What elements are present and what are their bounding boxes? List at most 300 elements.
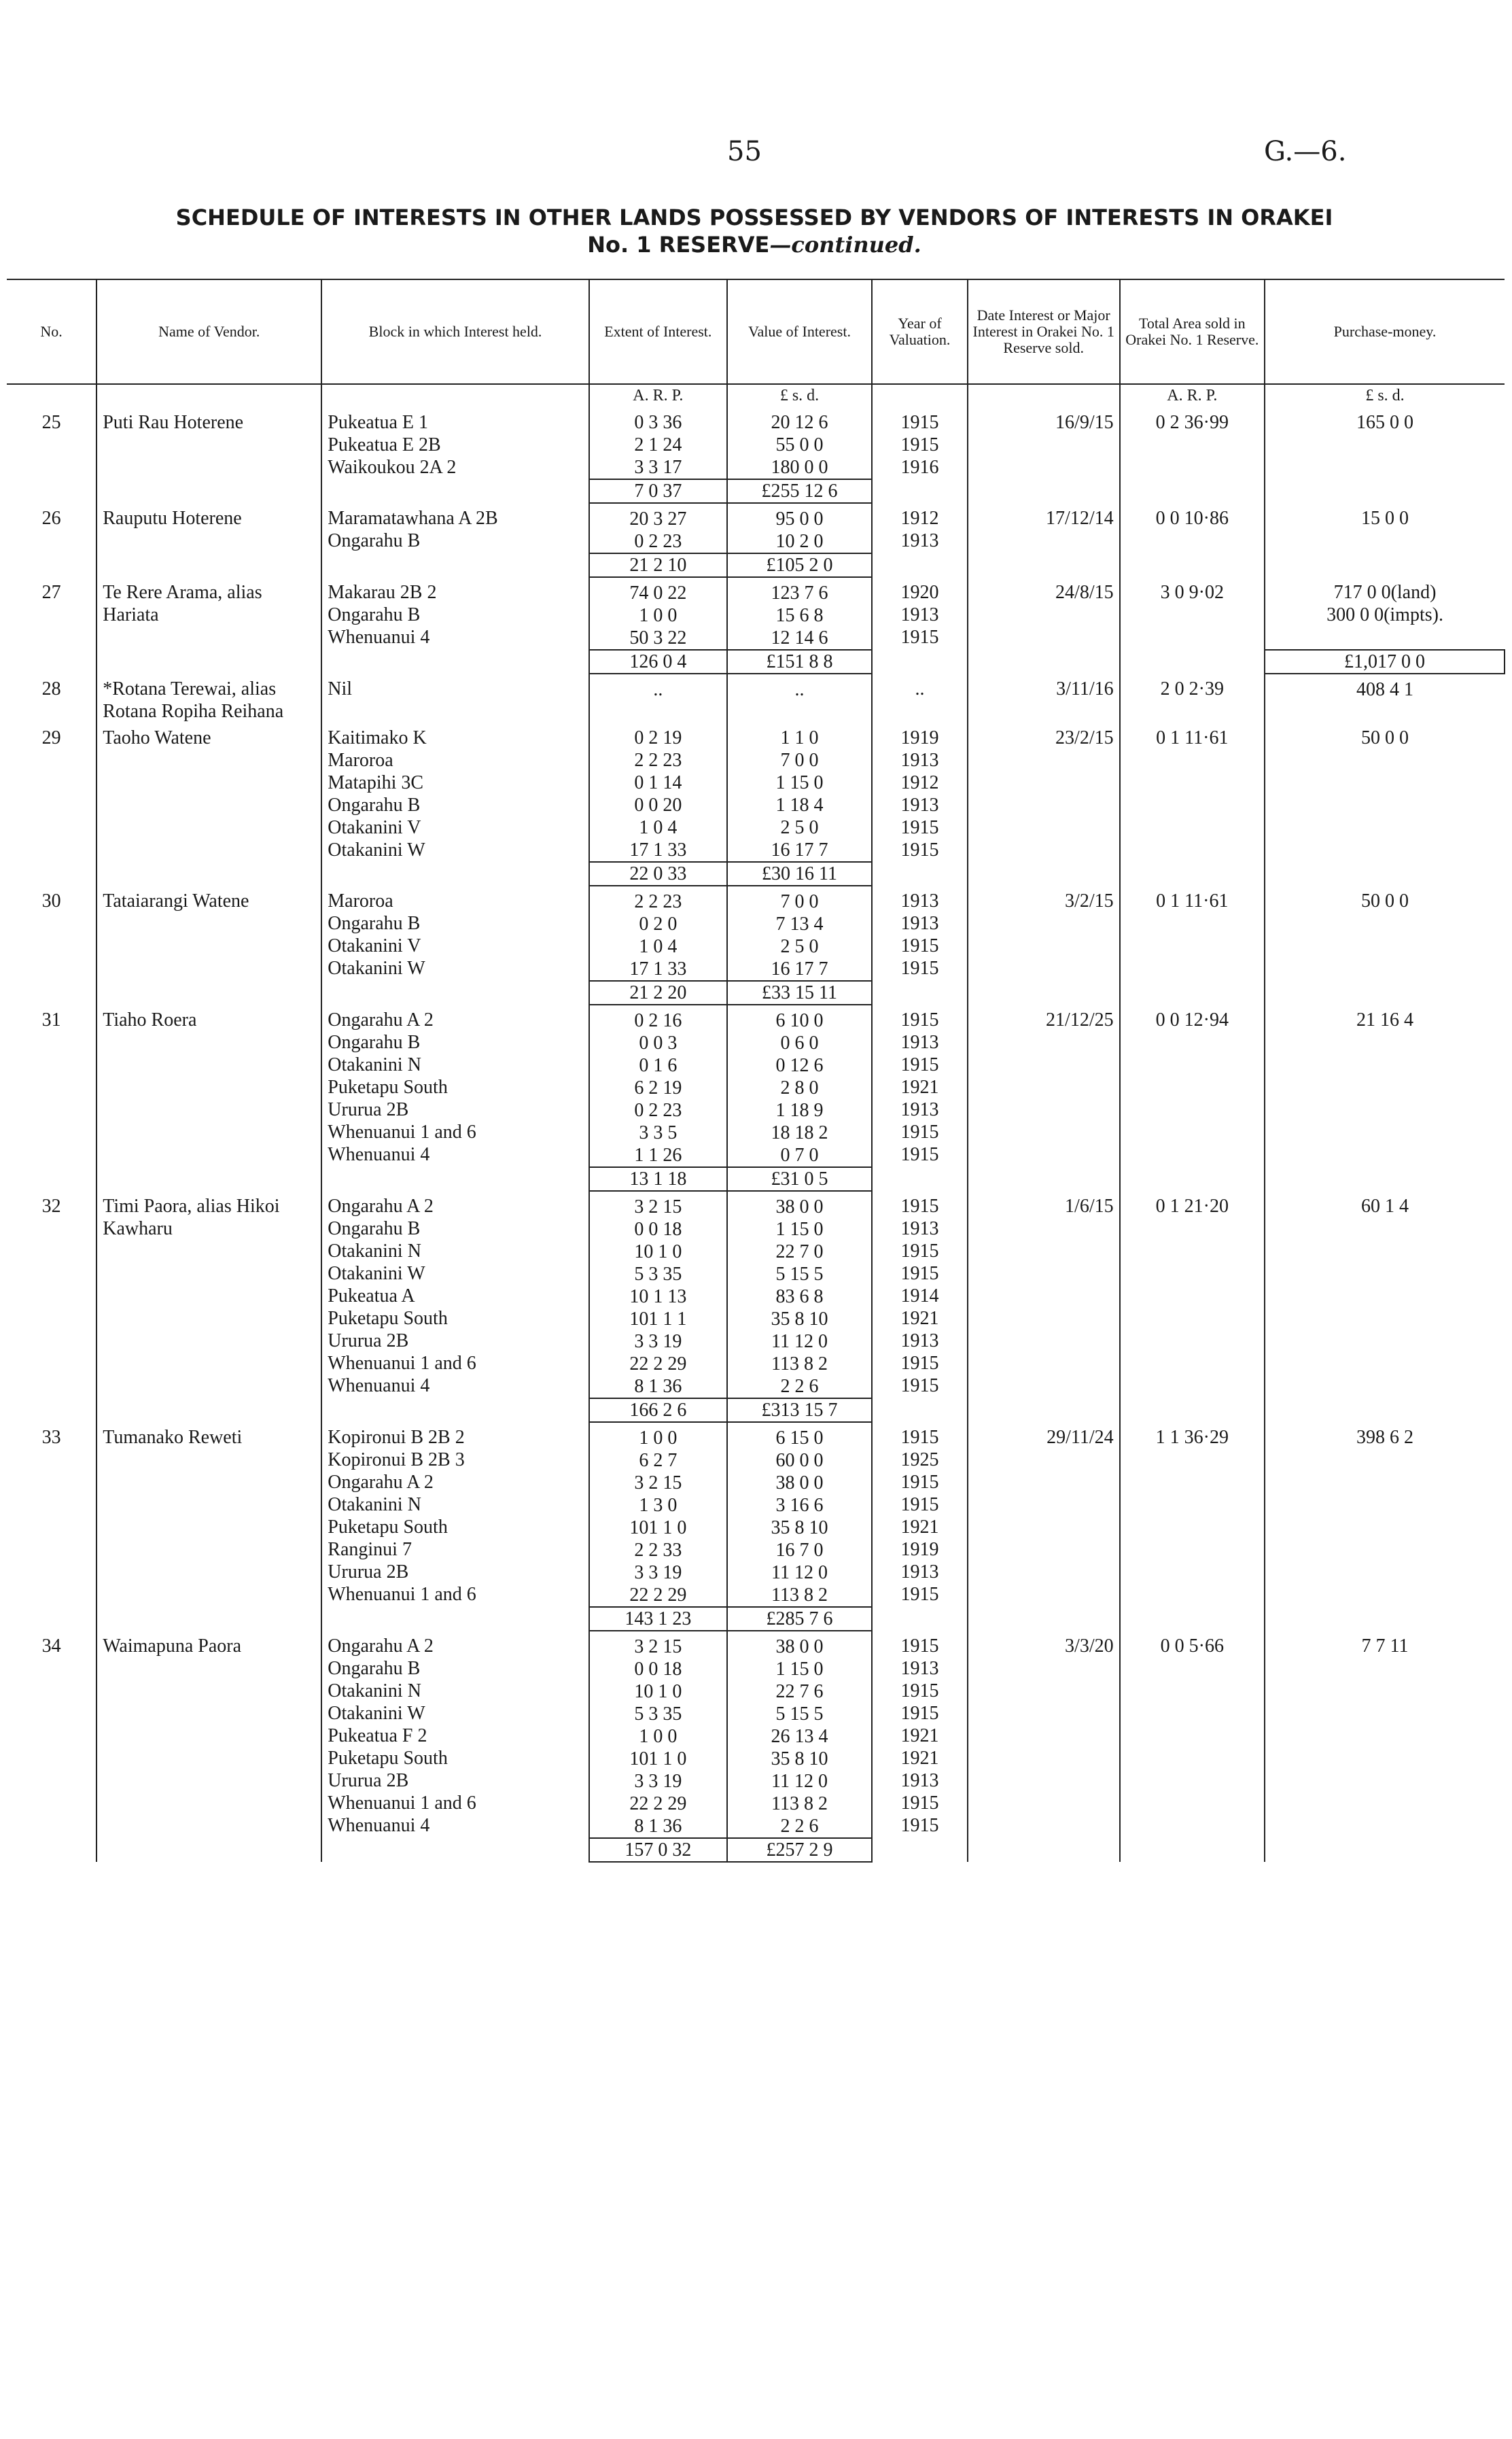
extent-value: 101 1 0 [629,1517,687,1538]
purchase-line: 300 0 0(impts). [1326,604,1443,625]
interest-value: 38 0 0 [775,1636,824,1657]
empty-cell [321,1167,589,1191]
entry-totals-row [7,553,1505,577]
purchase-money-text: 60 1 4 [1361,1196,1409,1217]
entry-number [7,1191,96,1398]
block-name: Ongarahu B [328,1218,421,1239]
block-name: Ururua 2B [328,1330,409,1351]
vendor-entry-row [7,1191,1505,1398]
sale-date-text: 23/2/15 [1055,727,1114,748]
extent-list [589,886,727,981]
empty-cell [7,981,96,1005]
extent-value: 8 1 36 [634,1376,682,1397]
interest-value: 7 0 0 [780,750,819,771]
purchase-money [1265,577,1505,650]
valuation-year: 1921 [900,1077,939,1098]
vendor-entry-row [7,503,1505,553]
block-name: Whenuanui 4 [328,627,430,648]
purchase-money [1265,407,1505,479]
purchase-money [1265,1422,1505,1607]
empty-cell [968,553,1120,577]
block-name: Ongarahu B [328,604,421,625]
interest-value: 38 0 0 [775,1196,824,1217]
vendor-name [96,1422,321,1607]
entry-number-text: 29 [41,727,61,748]
year-list [872,1422,968,1607]
valuation-year: 1913 [900,1658,939,1679]
col-header-vendor: Name of Vendor. [96,279,321,384]
extent-value: 0 2 23 [634,1100,682,1121]
value-total [727,650,872,674]
empty-cell [7,1398,96,1422]
vendor-name-text: Tiaho Roera [103,1009,197,1031]
block-name: Maroroa [328,890,393,912]
empty-cell [1265,553,1505,577]
interest-value: 2 5 0 [780,817,819,838]
block-name: Ururua 2B [328,1770,409,1791]
entry-number-text: 31 [41,1009,61,1031]
entry-totals-row [7,1607,1505,1631]
valuation-year: 1912 [900,508,939,529]
valuation-year: 1915 [900,627,939,648]
year-list [872,723,968,862]
purchase-money [1265,1191,1505,1398]
block-name: Whenuanui 4 [328,1815,430,1836]
block-name: Whenuanui 1 and 6 [328,1353,476,1374]
extent-total [589,650,727,674]
block-name: Whenuanui 4 [328,1144,430,1165]
interest-value: 20 12 6 [771,412,828,433]
col-header-purchase: Purchase-money. [1265,279,1505,384]
extent-list [589,577,727,650]
extent-total [589,981,727,1005]
sale-date [968,1422,1120,1607]
interest-value: 123 7 6 [771,583,828,604]
empty-cell [321,1607,589,1631]
entry-number-text: 30 [41,890,61,912]
page-header [0,136,1512,177]
empty-cell [96,862,321,886]
vendor-name [96,1191,321,1398]
entry-totals-row [7,1398,1505,1422]
block-name: Maroroa [328,750,393,771]
extent-value: 1 0 4 [639,817,678,838]
interest-value: 1 18 4 [775,795,824,816]
empty-cell [321,479,589,503]
empty-cell [1120,553,1265,577]
empty-cell [872,862,968,886]
entry-totals-row [7,1167,1505,1191]
interest-value: 11 12 0 [771,1771,828,1792]
valuation-year: 1921 [900,1308,939,1329]
total-area [1120,1631,1265,1838]
extent-total-text: 166 2 6 [629,1400,687,1421]
empty-cell [321,981,589,1005]
empty-cell [872,553,968,577]
extent-list [589,407,727,479]
interest-value: 16 17 7 [771,958,828,980]
value-total [727,479,872,503]
col-header-no: No. [7,279,96,384]
interest-value: 2 2 6 [780,1816,819,1837]
extent-total [589,1838,727,1862]
empty-cell [96,1838,321,1862]
block-name: Otakanini N [328,1494,421,1515]
empty-cell [872,1838,968,1862]
interest-value: 16 17 7 [771,840,828,861]
interest-value: 2 2 6 [780,1376,819,1397]
empty-cell [968,1838,1120,1862]
valuation-year: 1915 [900,1122,939,1143]
sale-date-text: 29/11/24 [1047,1427,1114,1448]
purchase-money-text: 7 7 11 [1361,1636,1409,1657]
extent-value: 74 0 22 [629,583,687,604]
block-name: Ururua 2B [328,1099,409,1120]
entry-number [7,1631,96,1838]
block-name: Otakanini N [328,1241,421,1262]
extent-value: 17 1 33 [629,958,687,980]
valuation-year: 1920 [900,582,939,603]
block-name: Otakanini W [328,1263,425,1284]
extent-value: 22 2 29 [629,1793,687,1814]
entry-number [7,407,96,479]
valuation-year: 1915 [900,1584,939,1605]
block-name: Ongarahu A 2 [328,1009,434,1031]
value-list [727,1191,872,1398]
purchase-money [1265,1631,1505,1838]
interest-value: 55 0 0 [775,434,824,455]
sale-date [968,577,1120,650]
total-area [1120,577,1265,650]
entry-totals-row [7,650,1505,674]
extent-value: 17 1 33 [629,840,687,861]
block-name: Kaitimako K [328,727,427,748]
empty-cell [1120,981,1265,1005]
sale-date-text: 17/12/14 [1046,508,1114,529]
extent-value: 1 0 0 [639,605,678,626]
value-total-text: £285 7 6 [766,1608,833,1629]
value-total [727,1398,872,1422]
purchase-money [1265,1005,1505,1167]
valuation-year: 1921 [900,1517,939,1538]
purchase-money-text: 50 0 0 [1361,727,1409,748]
sale-date-text: 3/2/15 [1065,890,1114,912]
valuation-year: 1914 [900,1285,939,1307]
empty-cell [1265,981,1505,1005]
total-area [1120,407,1265,479]
vendor-name-text: Tumanako Reweti [103,1427,243,1448]
value-total [727,1607,872,1631]
interest-value: 1 15 0 [775,1219,824,1240]
value-list [727,674,872,723]
interest-value: 11 12 0 [771,1331,828,1352]
empty-cell [872,1398,968,1422]
valuation-year: 1915 [900,1241,939,1262]
extent-value: 50 3 22 [629,627,687,648]
sale-date [968,886,1120,981]
total-area-text: 0 2 36·99 [1155,412,1229,433]
extent-value: 101 1 0 [629,1748,687,1769]
valuation-year: 1915 [900,1353,939,1374]
interest-value: 11 12 0 [771,1562,828,1583]
value-total-text: £255 12 6 [761,481,838,502]
vendor-name-text: Te Rere Arama, alias Hariata [103,582,262,625]
entry-number [7,674,96,723]
total-area-text: 3 0 9·02 [1160,582,1224,603]
block-list [321,886,589,981]
vendor-name-text: Puti Rau Hoterene [103,412,244,433]
value-total [727,1167,872,1191]
valuation-year: 1921 [900,1725,939,1746]
interest-value: 0 6 0 [780,1033,819,1054]
interest-value: 7 0 0 [780,891,819,912]
extent-value: 5 3 35 [634,1703,682,1725]
value-total-text: £33 15 11 [762,982,837,1003]
valuation-year: 1915 [900,1196,939,1217]
vendor-name [96,1631,321,1838]
empty-cell [7,1167,96,1191]
block-name: Otakanini N [328,1054,421,1075]
sale-date-text: 3/11/16 [1056,678,1114,699]
extent-value: 0 1 6 [639,1055,678,1076]
sale-date-text: 3/3/20 [1065,1636,1114,1657]
entry-number [7,723,96,862]
valuation-year: 1915 [900,1375,939,1396]
value-list-text: .. [794,679,805,700]
extent-value: 10 1 0 [634,1681,682,1702]
valuation-year: 1915 [900,1427,939,1448]
empty-cell [96,1398,321,1422]
schedule-title [68,204,1441,258]
vendor-entry-row [7,1422,1505,1607]
purchase-money [1265,503,1505,553]
empty-cell [321,553,589,577]
extent-total-text: 21 2 10 [629,555,687,576]
valuation-year: 1915 [900,1472,939,1493]
vendor-name [96,674,321,723]
sale-date [968,674,1120,723]
total-area [1120,1005,1265,1167]
value-list [727,1422,872,1607]
interest-value: 1 15 0 [775,772,824,793]
total-area-text: 1 1 36·29 [1155,1427,1229,1448]
valuation-year: 1915 [900,412,939,433]
empty-cell [1120,1398,1265,1422]
col-header-block: Block in which Interest held. [321,279,589,384]
schedule-body [7,384,1505,1862]
valuation-year: 1913 [900,795,939,816]
year-list-text: .. [915,678,925,699]
block-name: Ongarahu A 2 [328,1636,434,1657]
empty-cell [7,862,96,886]
purchase-units: £ s. d. [1265,384,1505,407]
purchase-money-text: 398 6 2 [1356,1427,1414,1448]
extent-total-text: 143 1 23 [625,1608,692,1629]
empty-cell [1120,1838,1265,1862]
purchase-money-text: 21 16 4 [1356,1009,1414,1031]
empty-cell [872,650,968,674]
block-name: Otakanini V [328,817,421,838]
empty-cell [321,650,589,674]
empty-cell [968,862,1120,886]
extent-value: 3 3 5 [639,1122,678,1143]
extent-value: 2 2 23 [634,891,682,912]
sale-date-text: 16/9/15 [1055,412,1114,433]
valuation-year: 1913 [900,1561,939,1582]
interest-value: 60 0 0 [775,1450,824,1471]
empty-cell [872,1607,968,1631]
vendor-name-text: *Rotana Terewai, alias Rotana Ropiha Reihana [103,678,284,722]
extent-value: 0 1 14 [634,772,682,793]
block-name: Pukeatua E 1 [328,412,429,433]
value-total-text: £313 15 7 [761,1400,838,1421]
interest-value: 1 1 0 [780,727,819,748]
vendor-name [96,503,321,553]
entry-totals-row [7,479,1505,503]
purchase-line: 717 0 0(land) [1333,582,1437,603]
extent-total [589,553,727,577]
interest-value: 2 5 0 [780,936,819,957]
total-area-text: 0 0 5·66 [1160,1636,1224,1657]
block-name: Ururua 2B [328,1561,409,1582]
interest-value: 35 8 10 [771,1517,828,1538]
empty-cell [968,479,1120,503]
block-name: Otakanini W [328,1703,425,1724]
vendor-name [96,407,321,479]
entry-number-text: 28 [41,678,61,699]
valuation-year: 1915 [900,958,939,979]
extent-value: 101 1 1 [629,1309,687,1330]
interest-value: 22 7 6 [775,1681,824,1702]
entry-number [7,886,96,981]
year-list [872,503,968,553]
extent-value: 0 2 19 [634,727,682,748]
block-name: Waikoukou 2A 2 [328,457,457,478]
year-list [872,1005,968,1167]
valuation-year: 1915 [900,1815,939,1836]
block-name: Ongarahu B [328,1032,421,1053]
extent-total [589,479,727,503]
col-header-value: Value of Interest. [727,279,872,384]
block-name: Kopironui B 2B 2 [328,1427,465,1448]
valuation-year: 1915 [900,1494,939,1515]
empty-cell [1265,862,1505,886]
extent-value: 6 2 7 [639,1450,678,1471]
block-name: Whenuanui 1 and 6 [328,1122,476,1143]
sale-date-text: 24/8/15 [1055,582,1114,603]
vendor-entry-row [7,1005,1505,1167]
extent-value: 3 3 19 [634,1771,682,1792]
value-units: £ s. d. [727,384,872,407]
purchase-money-text: 165 0 0 [1356,412,1414,433]
sale-date [968,407,1120,479]
extent-list-text: .. [653,679,663,700]
interest-value: 10 2 0 [775,531,824,552]
empty-cell [1120,479,1265,503]
extent-value: 0 0 20 [634,795,682,816]
value-list [727,503,872,553]
interest-value: 16 7 0 [775,1540,824,1561]
empty-cell [872,1167,968,1191]
block-name: Ongarahu B [328,913,421,934]
vendor-name [96,723,321,862]
interest-value: 7 13 4 [775,914,824,935]
extent-value: 3 2 15 [634,1472,682,1493]
block-name: Maramatawhana A 2B [328,508,498,529]
extent-value: 3 2 15 [634,1196,682,1217]
total-area [1120,1422,1265,1607]
year-list [872,1631,968,1838]
empty-cell [968,981,1120,1005]
value-total-text: £105 2 0 [766,555,833,576]
block-name: Kopironui B 2B 3 [328,1449,465,1470]
extent-value: 0 2 16 [634,1010,682,1031]
valuation-year: 1913 [900,1330,939,1351]
block-name: Ongarahu B [328,1658,421,1679]
valuation-year: 1915 [900,1144,939,1165]
extent-value: 0 0 18 [634,1659,682,1680]
value-list [727,1005,872,1167]
extent-value: 2 2 33 [634,1540,682,1561]
block-name: Puketapu South [328,1748,448,1769]
empty-cell [321,1838,589,1862]
empty-cell [968,650,1120,674]
entry-number [7,503,96,553]
value-list [727,886,872,981]
block-name: Otakanini N [328,1680,421,1701]
entry-number-text: 33 [41,1427,61,1448]
extent-total-text: 126 0 4 [629,651,687,672]
extent-value: 1 0 0 [639,1726,678,1747]
extent-total [589,862,727,886]
interest-value: 3 16 6 [775,1495,824,1516]
total-area-text: 0 1 11·61 [1156,727,1229,748]
empty-cell [321,1398,589,1422]
empty-cell [1265,1167,1505,1191]
interest-value: 15 6 8 [775,605,824,626]
block-name: Makarau 2B 2 [328,582,437,603]
valuation-year: 1913 [900,1218,939,1239]
extent-value: 3 3 19 [634,1331,682,1352]
empty-cell [7,1838,96,1862]
document-reference: G.—6. [1264,136,1347,167]
sale-date [968,503,1120,553]
block-list [321,1191,589,1398]
block-name: Whenuanui 1 and 6 [328,1584,476,1605]
interest-value: 113 8 2 [771,1585,828,1606]
empty-cell [96,479,321,503]
extent-list [589,1005,727,1167]
extent-units: A. R. P. [589,384,727,407]
purchase-money-text: 50 0 0 [1361,890,1409,912]
extent-value: 5 3 35 [634,1264,682,1285]
interest-value: 35 8 10 [771,1309,828,1330]
extent-value: 0 3 36 [634,412,682,433]
block-name: Otakanini W [328,958,425,979]
valuation-year: 1925 [900,1449,939,1470]
valuation-year: 1913 [900,913,939,934]
interest-value: 6 15 0 [775,1428,824,1449]
value-total-text: £151 8 8 [766,651,833,672]
empty-cell [1265,1607,1505,1631]
year-list [872,674,968,723]
valuation-year: 1913 [900,1770,939,1791]
block-name: Nil [328,678,353,699]
purchase-total-text: £1,017 0 0 [1344,651,1426,672]
entry-number-text: 32 [41,1196,61,1217]
vendor-name-text: Tataiarangi Watene [103,890,249,912]
block-name: Otakanini W [328,840,425,861]
